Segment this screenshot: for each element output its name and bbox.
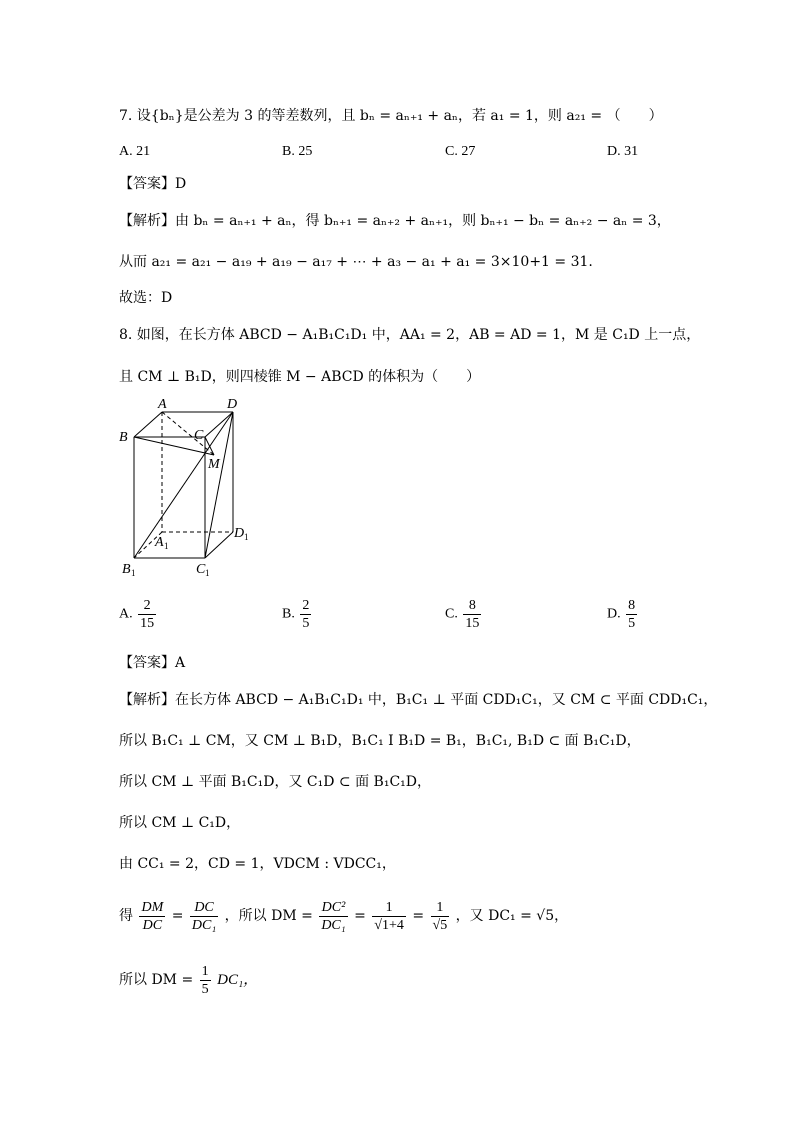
q8-analysis-line-3: 所以 CM ⊥ 平面 B₁C₁D，又 C₁D ⊂ 面 B₁C₁D， xyxy=(119,774,431,790)
label-b1-sub: 1 xyxy=(131,568,136,578)
q7-stem: 7. 设{bₙ}是公差为 3 的等差数列，且 bₙ = aₙ₊₁ + aₙ，若 a₁ = 1，则 a₂₁ = （ ） xyxy=(119,108,663,124)
label-a: A xyxy=(158,397,167,412)
f2-num: DC xyxy=(190,899,218,917)
q8-analysis-line-5: 由 CC₁ = 2，CD = 1，VDCM : VDCC₁， xyxy=(119,856,396,872)
f5-den: √5 xyxy=(432,917,448,933)
last-line-suffix: DC₁， xyxy=(217,972,259,988)
label-b: B xyxy=(119,430,128,445)
eq-3: = xyxy=(412,908,425,924)
q8-option-c-den: 15 xyxy=(465,616,480,631)
fraction-line-prefix: 得 xyxy=(119,908,133,924)
q8-option-c xyxy=(445,597,483,632)
q8-option-a-letter: A. xyxy=(119,606,133,622)
fraction-1-over-5 xyxy=(200,963,211,998)
q8-analysis-fraction-line xyxy=(119,896,568,936)
q7-option-a: A. 21 xyxy=(119,144,151,159)
q8-analysis-line-2: 所以 B₁C₁ ⊥ CM，又 CM ⊥ B₁D，B₁C₁ I B₁D = B₁，B₁C₁, B₁D ⊂ 面 B₁C₁D， xyxy=(119,733,641,749)
f2-den: DC₁ xyxy=(191,917,217,933)
q8-analysis-line-1: 【解析】在长方体 ABCD − A₁B₁C₁D₁ 中，B₁C₁ ⊥ 平面 CDD₁C₁，又 CM ⊂ 平面 CDD₁C₁， xyxy=(119,692,718,708)
q8-option-a-den: 15 xyxy=(140,616,155,631)
q7-option-d: D. 31 xyxy=(607,144,639,159)
last-num: 1 xyxy=(201,963,209,979)
f5-num: 1 xyxy=(431,899,450,917)
q8-option-a-fraction xyxy=(138,597,156,632)
q8-option-d-den: 5 xyxy=(628,616,636,631)
q8-option-d-num: 8 xyxy=(628,598,636,613)
fraction-line-suffix: ，又 DC₁ = √5， xyxy=(455,908,569,924)
q8-stem-line-1: 8. 如图，在长方体 ABCD − A₁B₁C₁D₁ 中，AA₁ = 2，AB = AD = 1，M 是 C₁D 上一点， xyxy=(119,327,701,343)
fraction-dc2-over-dc1 xyxy=(319,899,347,934)
q8-option-d xyxy=(607,597,639,632)
label-b1: B xyxy=(122,562,131,577)
q7-conclusion: 故选：D xyxy=(119,290,173,306)
label-m: M xyxy=(208,457,220,472)
f3-den: DC₁ xyxy=(321,917,346,933)
fraction-line-mid: ，所以 DM = xyxy=(224,908,313,924)
q7-option-c: C. 27 xyxy=(445,144,476,159)
f4-den: √1+4 xyxy=(374,917,404,933)
q8-analysis-line-4: 所以 CM ⊥ C₁D， xyxy=(119,815,241,831)
q8-option-a xyxy=(119,597,158,632)
label-c1-sub: 1 xyxy=(205,568,210,578)
label-d1-sub: 1 xyxy=(244,532,249,542)
label-a1: A xyxy=(155,535,164,550)
label-a1-sub: 1 xyxy=(164,541,169,551)
q8-stem-line-2: 且 CM ⊥ B₁D，则四棱锥 M − ABCD 的体积为（ ） xyxy=(119,369,481,385)
q8-analysis-last-line xyxy=(119,960,258,1000)
fraction-dm-over-dc xyxy=(139,899,165,934)
q8-option-d-letter: D. xyxy=(607,606,621,622)
f1-den: DC xyxy=(142,917,163,933)
q8-option-b-den: 5 xyxy=(302,616,310,631)
f4-num: 1 xyxy=(372,899,406,917)
label-d: D xyxy=(227,397,238,412)
q8-option-b-num: 2 xyxy=(302,598,310,613)
q8-answer: 【答案】A xyxy=(119,655,186,671)
q8-option-b xyxy=(282,597,313,632)
q8-option-a-num: 2 xyxy=(138,597,156,615)
label-c1: C xyxy=(196,562,206,577)
fraction-1-over-sqrt-1-4 xyxy=(372,899,406,934)
q7-analysis-line-1: 【解析】由 bₙ = aₙ₊₁ + aₙ，得 bₙ₊₁ = aₙ₊₂ + aₙ₊₁，则 bₙ₊₁ − bₙ = aₙ₊₂ − aₙ = 3， xyxy=(119,213,671,229)
q8-option-b-letter: B. xyxy=(282,606,295,622)
last-den: 5 xyxy=(201,981,209,997)
q8-option-d-fraction xyxy=(626,597,637,632)
eq-2: = xyxy=(354,908,366,924)
f1-num: DM xyxy=(141,899,164,915)
cuboid-figure xyxy=(110,395,260,580)
q7-analysis-line-2: 从而 a₂₁ = a₂₁ − a₁₉ + a₁₉ − a₁₇ + ⋯ + a₃ − a₁ + a₁ = 3×10+1 = 31. xyxy=(119,254,593,270)
label-d1: D xyxy=(234,526,245,541)
q7-option-b: B. 25 xyxy=(282,144,313,159)
f3-num: DC² xyxy=(319,899,347,917)
q8-option-c-num: 8 xyxy=(463,597,481,615)
q8-option-b-fraction xyxy=(300,597,311,632)
last-line-prefix: 所以 DM = xyxy=(119,972,194,988)
q8-option-c-fraction xyxy=(463,597,481,632)
fraction-1-over-sqrt-5 xyxy=(431,899,450,934)
label-c: C xyxy=(194,428,204,443)
eq-1: = xyxy=(171,908,184,924)
q7-answer: 【答案】D xyxy=(119,176,187,192)
fraction-dc-over-dc1 xyxy=(190,899,218,934)
q8-option-c-letter: C. xyxy=(445,606,458,622)
